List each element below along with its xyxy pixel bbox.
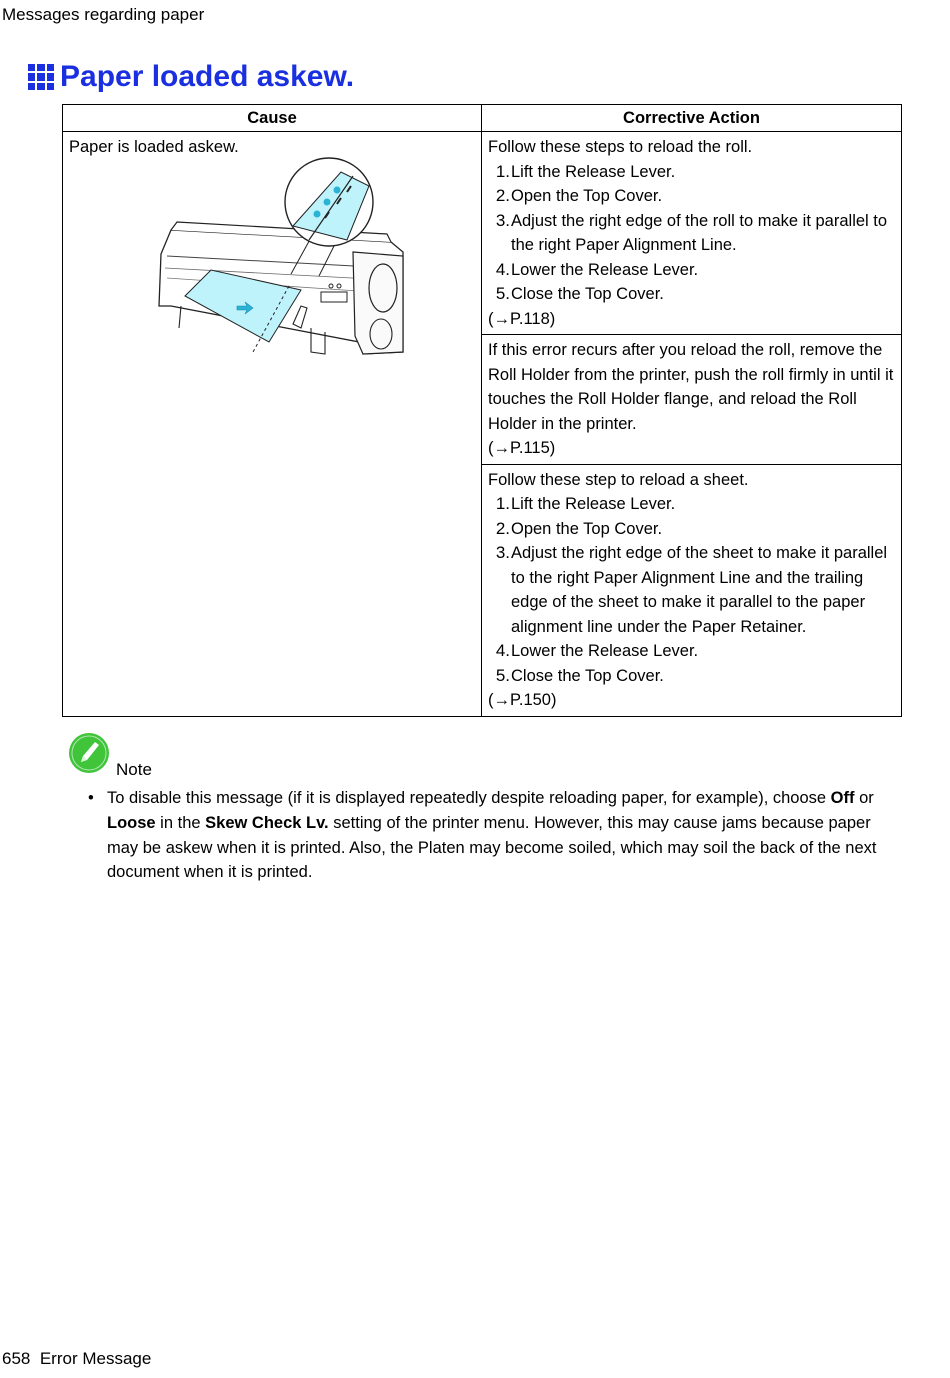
step-number: 5.	[495, 284, 510, 303]
section-heading	[28, 60, 354, 94]
note-text-part: setting of the printer menu. However, this may cause jams because paper may be askew when it is printed. Also, the Platen may become soiled, which may soil the back of the next document when it is printed.	[107, 813, 877, 882]
step-text: Lift the Release Lever.	[511, 162, 676, 181]
step-number: 3.	[495, 543, 510, 562]
list-item	[494, 282, 895, 307]
step-text: Close the Top Cover.	[511, 285, 664, 303]
menu-value-loose: Loose	[107, 813, 156, 832]
step-text: Open the Top Cover.	[511, 187, 663, 205]
action-intro: Follow these steps to reload the roll.	[488, 138, 753, 156]
list-item	[494, 664, 895, 689]
step-text: Close the Top Cover.	[511, 666, 664, 685]
printer-illustration	[141, 156, 413, 364]
page-title: Paper loaded askew.	[60, 60, 355, 93]
step-number: 2.	[495, 518, 510, 538]
grid-icon	[28, 64, 54, 90]
footer-section: Error Message	[39, 1349, 152, 1368]
step-number: 3.	[495, 210, 510, 230]
list-item	[494, 209, 895, 258]
step-text: Adjust the right edge of the sheet to make it parallel to the right Paper Alignment Line and the trailing edge of the sheet to make it parallel to the paper alignment line under the Paper Retainer.	[511, 544, 888, 636]
step-list	[488, 492, 895, 688]
action-intro: Follow these step to reload a sheet.	[488, 470, 749, 489]
step-text: Lift the Release Lever.	[511, 495, 676, 513]
note-list-item	[88, 786, 900, 885]
step-number: 5.	[495, 665, 510, 685]
menu-setting-skew-check: Skew Check Lv.	[205, 813, 329, 832]
list-item	[494, 160, 895, 185]
action-intro: If this error recurs after you reload the roll, remove the Roll Holder from the printer, push the roll firmly in until it touches the Roll Holder flange, and reload the Roll Holder in the printer.	[488, 341, 894, 433]
list-item	[494, 541, 895, 639]
step-list	[488, 160, 895, 307]
step-text: Open the Top Cover.	[511, 519, 663, 538]
step-text: Adjust the right edge of the roll to make it parallel to the right Paper Alignment Line.	[511, 211, 888, 254]
pencil-note-icon	[68, 732, 110, 774]
list-item	[494, 639, 895, 664]
step-number: 1.	[495, 494, 510, 513]
page-footer	[2, 1349, 151, 1369]
menu-value-off: Off	[830, 789, 855, 807]
list-item	[494, 492, 895, 517]
step-text: Lower the Release Lever.	[511, 642, 699, 660]
page-number: 658	[2, 1349, 31, 1368]
page-reference-link[interactable]: (→P.150)	[488, 691, 557, 709]
note-label: Note	[116, 760, 152, 779]
note-header	[68, 732, 908, 779]
page-reference-link[interactable]: (→P.118)	[488, 309, 556, 328]
step-number: 4.	[495, 259, 510, 279]
header-cause: Cause	[63, 105, 482, 132]
action-cell-roll	[482, 132, 902, 335]
step-number: 4.	[495, 641, 510, 660]
step-number: 1.	[495, 161, 510, 181]
note-text-part: in the	[155, 813, 206, 832]
header-action: Corrective Action	[482, 105, 902, 132]
note-text-part: To disable this message (if it is displayed repeatedly despite reloading paper, for example), choose	[107, 789, 831, 807]
list-item	[494, 517, 895, 542]
cause-cell	[63, 132, 482, 717]
note-text-part: or	[854, 789, 874, 807]
note-section	[68, 732, 908, 882]
step-text: Lower the Release Lever.	[511, 260, 699, 279]
error-table	[62, 104, 902, 717]
note-text	[107, 786, 900, 885]
step-number: 2.	[495, 186, 510, 205]
bullet: •	[88, 789, 94, 807]
cause-text: Paper is loaded askew.	[69, 138, 239, 156]
list-item	[494, 258, 895, 283]
page-reference-link[interactable]: (→P.115)	[488, 439, 556, 457]
list-item	[494, 184, 895, 209]
action-cell-recur	[482, 335, 902, 465]
table-row	[63, 132, 902, 335]
running-head: Messages regarding paper	[2, 5, 205, 24]
table-header-row	[63, 105, 902, 132]
action-cell-sheet	[482, 464, 902, 716]
